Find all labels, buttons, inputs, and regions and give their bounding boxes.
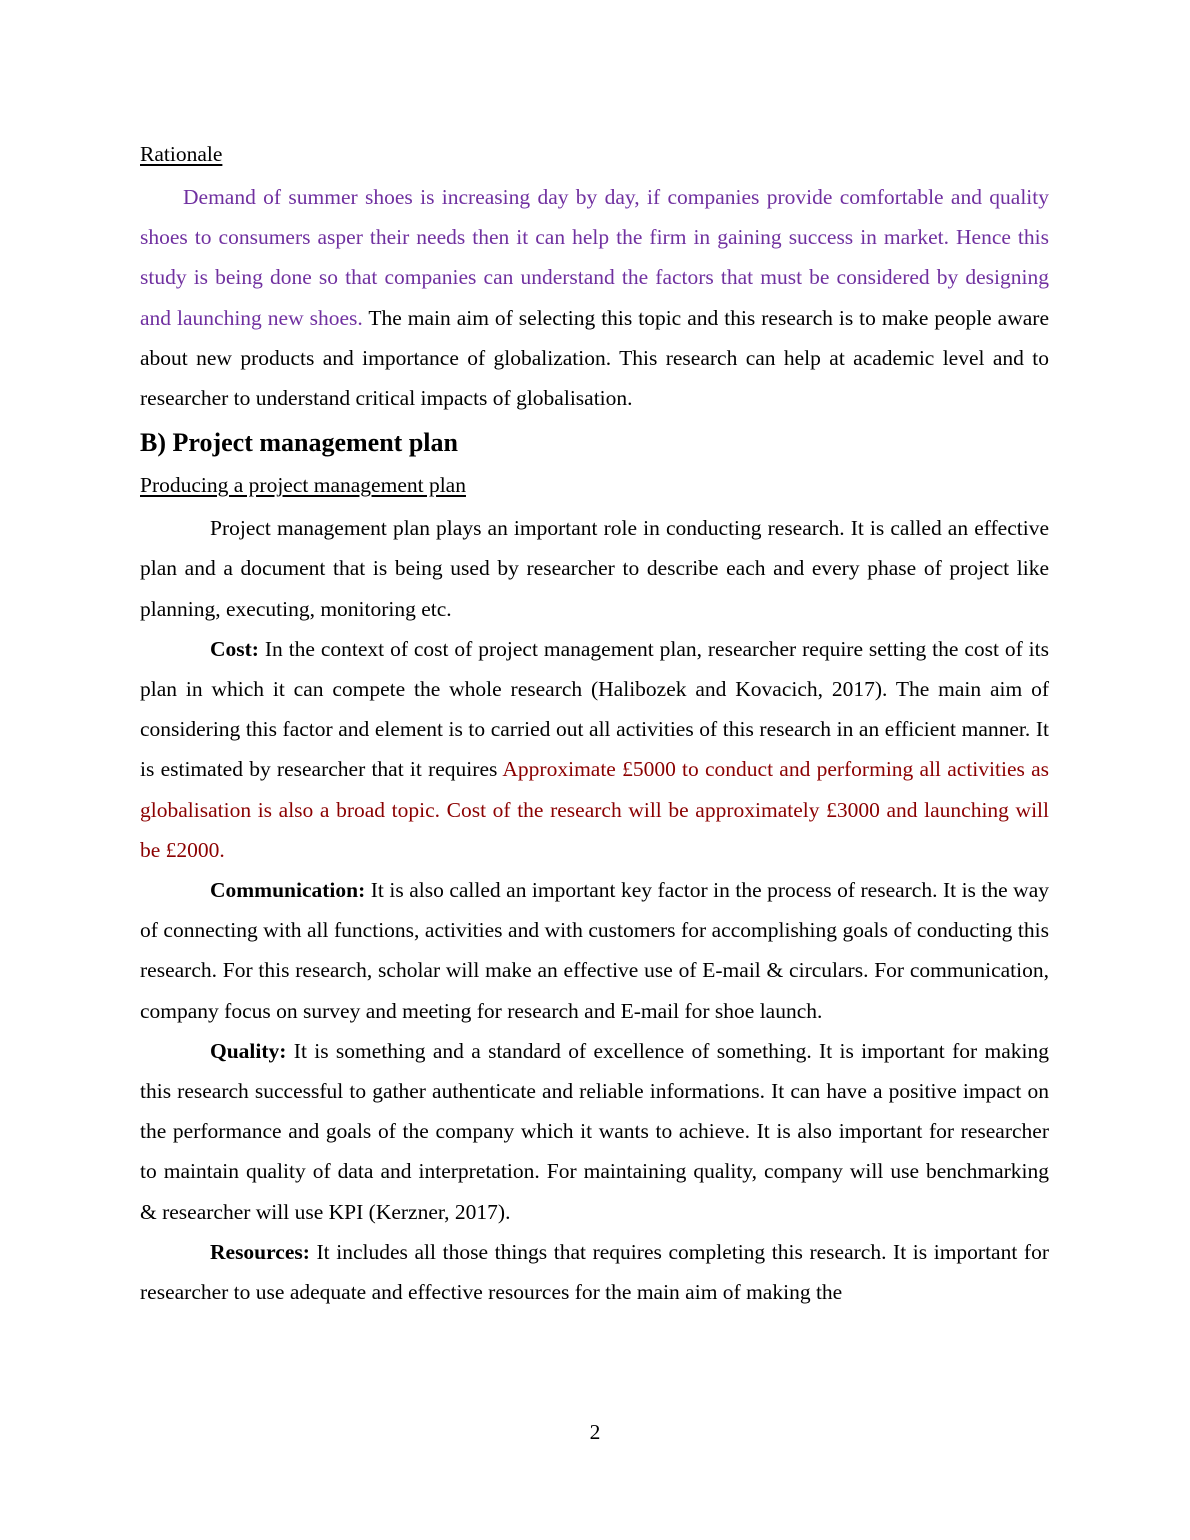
quality-paragraph [140, 1031, 1049, 1232]
rationale-paragraph [140, 177, 1049, 418]
rationale-heading: Rationale [140, 142, 223, 166]
communication-paragraph [140, 870, 1049, 1031]
cost-label: Cost: [210, 636, 259, 661]
page-number: 2 [589, 1420, 601, 1444]
cost-paragraph [140, 629, 1049, 870]
resources-paragraph [140, 1232, 1049, 1312]
quality-text: It is something and a standard of excellence of something. It is important for making this research successful to gather authenticate and reliable informations. It can have a positive impact on the performance and goals of the company which it wants to achieve. It is also important for researcher to maintain quality of data and interpretation. For maintaining quality, company will use benchmarking & researcher will use KPI (Kerzner, 2017). [140, 1038, 1049, 1224]
rationale-body-text: The main aim of selecting this topic and this research is to make people aware about new products and importance of globalization. This research can help at academic level and to researcher to understand critical impacts of globalisation. [140, 305, 1049, 411]
communication-text: It is also called an important key factor in the process of research. It is the way of connecting with all functions, activities and with customers for accomplishing goals of conducting this research. For this research, scholar will make an effective use of E-mail & circulars. For communication, company focus on survey and meeting for research and E-mail for shoe launch. [140, 878, 1049, 1023]
resources-text: It includes all those things that requires completing this research. It is important for researcher to use adequate and effective resources for the main aim of making the [140, 1239, 1049, 1305]
rationale-highlighted-text: Demand of summer shoes is increasing day by day, if companies provide comfortable and quality shoes to consumers asper their needs then it can help the firm in gaining success in market. Hence this study is being done so that companies can understand the factors that must be considered by designing and launching new shoes. [140, 185, 1049, 330]
cost-text: In the context of cost of project management plan, researcher require setting the cost of its plan in which it can compete the whole research (Halibozek and Kovacich, 2017). The main aim of considering this factor and element is to carried out all activities of this research in an efficient manner. It is estimated by researcher that it requires [140, 636, 1049, 782]
document-page [140, 137, 1049, 1312]
cost-estimate-text: Approximate £5000 to conduct and performing all activities as globalisation is also a broad topic. Cost of the research will be approximately £3000 and launching will be £2000. [140, 757, 1049, 862]
resources-label: Resources: [210, 1239, 310, 1264]
section-b-subheading: Producing a project management plan [140, 473, 466, 498]
communication-label: Communication: [210, 878, 366, 903]
project-plan-intro-paragraph: Project management plan plays an important role in conducting research. It is called an effective plan and a document that is being used by researcher to describe each and every phase of project like planning, executing, monitoring etc. [140, 516, 1049, 621]
section-b-heading: B) Project management plan [140, 428, 458, 458]
quality-label: Quality: [210, 1038, 287, 1063]
